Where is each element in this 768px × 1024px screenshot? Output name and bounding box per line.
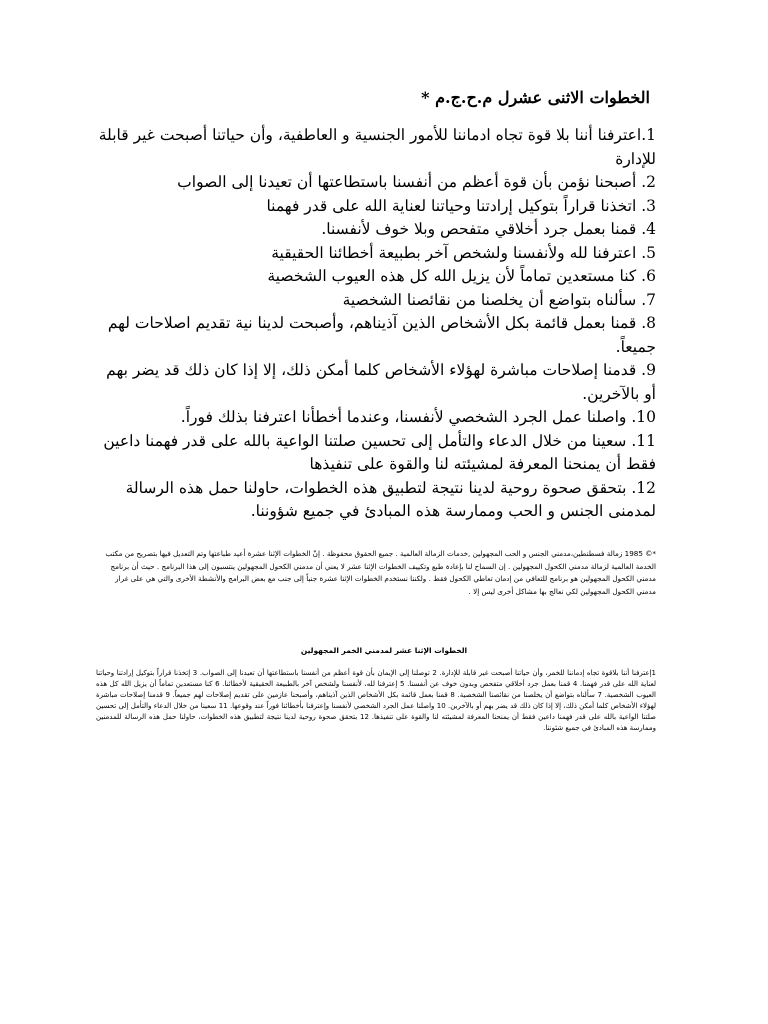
step-item: 3. اتخذنا قراراً بتوكيل إرادتنا وحياتنا لعناية الله على قدر فهمنا — [266, 196, 656, 215]
steps-list — [96, 124, 656, 524]
step-item: 10. واصلنا عمل الجرد الشخصي لأنفسنا، وعندما أخطأنا اعترفنا بذلك فوراً. — [180, 408, 656, 426]
copyright-footnote: *© 1985 زمالة فسطنطين،مدمني الجنس و الحب المجهولين ,خدمات الزمالة العالمية . جميع الحقوق محفوظة . إنّ الخطوات الإثنا عشرة أعيد طباعتها وتم التعديل فيها بتصريح من مكتب الخدمة العالمية لزمالة مدمني الكحول المجهولين . إن السماح لنا بإعادة طبع وتكييف الخطوات الإثنا عشر لا يعني أن مدمني الكحول المجهولين ينتسبون إلى هذا البرنامج . حيث أن برنامج مدمني الكحول المجهولين هو برنامج للتعافي من إدمان تعاطي الكحول فقط . ولكننا نستخدم الخطوات الإثنا عشرة جنباً إلى جنب مع بعض البرامج والأنشطة الأخرى والتي هي على غرار مدمني الكحول المجهولين لكي نعالج بها مشاكل أخرى ليس إلا . — [105, 549, 656, 596]
step-item: 8. قمنا بعمل قائمة بكل الأشخاص الذين آذيناهم، وأصبحت لدينا نية تقديم اصلاحات لهم جميعاً. — [107, 314, 656, 356]
page-title: الخطوات الاثنى عشرل م.ح.ج.م * — [421, 88, 650, 107]
step-item: 7. سألناه بتواضع أن يخلصنا من نقائصنا الشخصية — [342, 290, 656, 309]
step-item: 4. قمنا بعمل جرد أخلاقي متفحص وبلا خوف لأنفسنا. — [321, 220, 656, 238]
step-item: 11. سعينا من خلال الدعاء والتأمل إلى تحسين صلتنا الواعية بالله على قدر فهمنا داعين فقط أن يمنحنا المعرفة لمشيئته لنا والقوة على تنفيذها — [103, 431, 656, 473]
step-item: 1.اعترفنا أننا بلا قوة تجاه ادماننا للأمور الجنسية و العاطفية، وأن حياتنا أصبحت غير قابلة للإدارة — [98, 126, 656, 168]
step-item: 12. بتحقق صحوة روحية لدينا نتيجة لتطبيق هذه الخطوات، حاولنا حمل هذه الرسالة لمدمنى الجنس و الحب وممارسة هذه المبادئ في جميع شؤوننا. — [125, 478, 656, 520]
step-item: 2. أصبحنا نؤمن بأن قوة أعظم من أنفسنا باستطاعتها أن تعيدنا إلى الصواب — [177, 173, 656, 191]
step-item: 9. قدمنا إصلاحات مباشرة لهؤلاء الأشخاص كلما أمكن ذلك، إلا إذا كان ذلك قد يضر بهم أو بالآخرين. — [106, 361, 656, 403]
step-item: 5. اعترفنا لله ولأنفسنا ولشخص آخر بطبيعة أخطائنا الحقيقية — [271, 243, 656, 262]
step-item: 6. كنا مستعدين تماماً لأن يزيل الله كل هذه العيوب الشخصية — [267, 267, 656, 285]
secondary-steps-paragraph: 1إعترفنا أننا بلاقوة تجاه إدماننا للخمر، وأن حياتنا أصبحت غير قابلة للإدارة. 2 توصلنا إلى الإيمان بأن قوة أعظم من أنفسنا باستطاعتها أن تعيدنا إلى الصواب. 3 إتخذنا قراراً بتوكيل إرادتنا وحياتنا لعناية الله على قدر فهمنا. 4 قمنا بعمل جرد أخلاقي متفحص وبدون خوف عن أنفسنا. 5 إعترفنا لله، لأنفسنا ولشخص آخر بالطبيعة الحقيقية لأخطائنا. 6 كنا مستعدين تماماً أن يزيل الله كل هذه العيوب الشخصية. 7 سألناه بتواضع أن يخلصنا من نقائصنا الشخصية. 8 قمنا بعمل قائمة بكل الأشخاص الذين آذيناهم، وأصبحنا عازمين على تقديم إصلاحات لهم جميعاً. 9 قدمنا إصلاحات مباشرة لهؤلاء الأشخاص كلما أمكن ذلك، إلا إذا كان ذلك قد يضر بهم أو بالآخرين. 10 واصلنا عمل الجرد الشخصي لأنفسنا وإعترفنا بأخطائنا فوراً عند وقوعها. 11 سعينا من خلال الدعاء والتأمل إلى تحسين صلتنا الواعية بالله على قدر فهمنا داعين فقط أن يمنحنا المعرفة لمشيئته لنا والقوة على تنفيذها. 12 بتحقق صحوة روحية لدينا نتيجة لتطبيق هذه الخطوات، حاولنا حمل هذه الرسالة للمدمنين وممارسة هذه المبادئ في جميع شئوننا. — [96, 669, 657, 732]
secondary-title: الخطوات الإثنا عشر لمدمني الخمر المجهولين — [300, 646, 468, 655]
